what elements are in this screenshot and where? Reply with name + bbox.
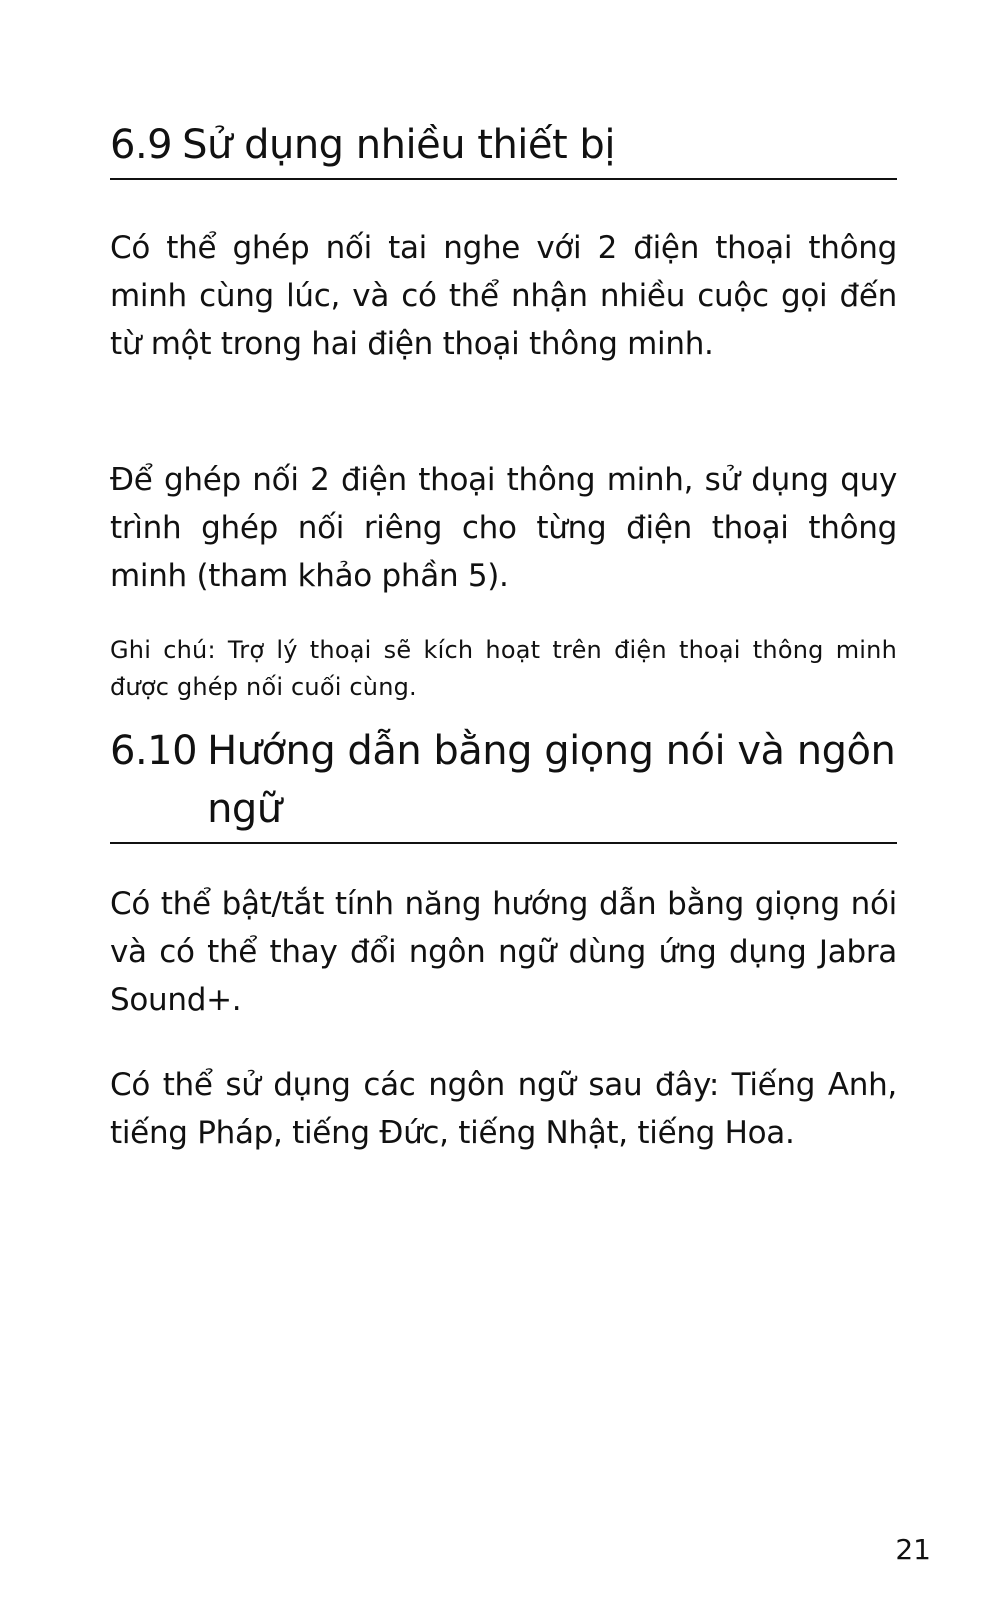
paragraph-pairing-two-phones: Có thể ghép nối tai nghe với 2 điện thoại thông minh cùng lúc, và có thể nhận nhiều cuộc gọi đến từ một trong hai điện thoại thông minh. [110,230,897,362]
paragraph-languages: Có thể sử dụng các ngôn ngữ sau đây: Tiếng Anh, tiếng Pháp, tiếng Đức, tiếng Nhật, tiếng Hoa. [110,1067,897,1151]
section-title: Hướng dẫn bằng giọng nói và ngôn ngữ [207,728,896,832]
page-number: 21 [895,1533,931,1566]
section-heading-6-10 [110,722,897,844]
section-heading-6-9 [110,116,897,180]
section-number: 6.9 [110,122,173,168]
paragraph-pairing-procedure: Để ghép nối 2 điện thoại thông minh, sử dụng quy trình ghép nối riêng cho từng điện thoại thông minh (tham khảo phần 5). [110,462,897,594]
paragraph-voice-guidance: Có thể bật/tắt tính năng hướng dẫn bằng giọng nói và có thể thay đổi ngôn ngữ dùng ứng dụng Jabra Sound+. [110,886,897,1018]
note-voice-assistant: Ghi chú: Trợ lý thoại sẽ kích hoạt trên điện thoại thông minh được ghép nối cuối cùng. [110,636,897,701]
section-number: 6.10 [110,728,198,774]
section-title: Sử dụng nhiều thiết bị [182,122,615,168]
